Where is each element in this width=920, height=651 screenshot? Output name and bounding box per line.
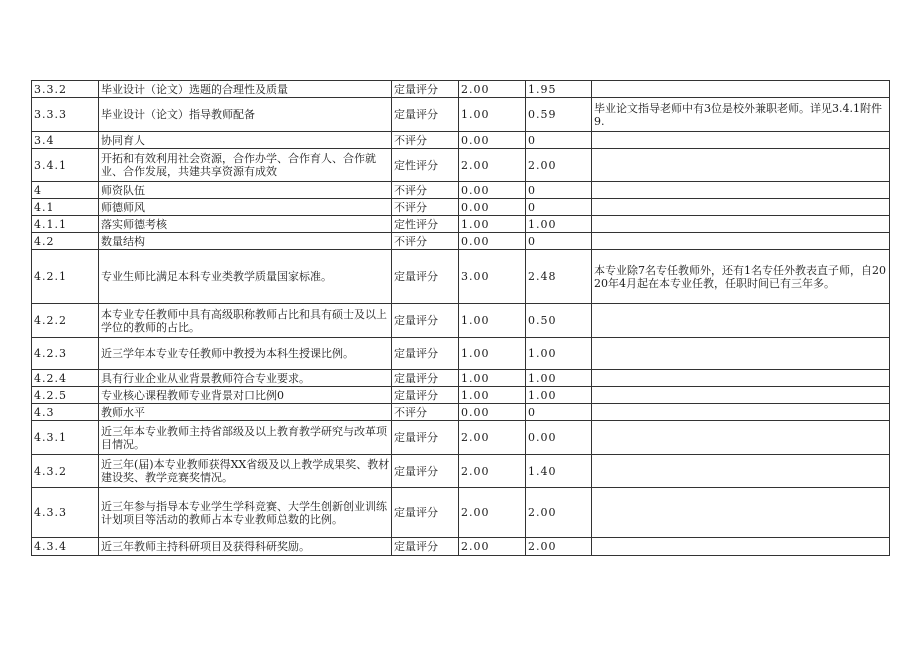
evaluation-type: 不评分 (392, 199, 459, 216)
table-row (32, 338, 890, 370)
full-score: 2.00 (459, 81, 526, 98)
remark (592, 149, 890, 182)
remark: 本专业除7名专任教师外，还有1名专任外教表直子师，自2020年4月起在本专业任教，任职时间已有三年多。 (592, 250, 890, 304)
evaluation-type: 定性评分 (392, 149, 459, 182)
remark (592, 538, 890, 556)
table-row (32, 233, 890, 250)
table-row (32, 98, 890, 132)
table-row (32, 370, 890, 387)
remark (592, 338, 890, 370)
table-row (32, 538, 890, 556)
actual-score: 1.00 (526, 338, 592, 370)
indicator-item: 师德师风 (99, 199, 392, 216)
indicator-item: 本专业专任教师中具有高级职称教师占比和具有硕士及以上学位的教师的占比。 (99, 304, 392, 338)
table-row (32, 149, 890, 182)
indicator-item: 师资队伍 (99, 182, 392, 199)
actual-score: 1.00 (526, 370, 592, 387)
full-score: 1.00 (459, 216, 526, 233)
remark (592, 488, 890, 538)
evaluation-type: 定量评分 (392, 421, 459, 455)
full-score: 1.00 (459, 304, 526, 338)
evaluation-type: 不评分 (392, 132, 459, 149)
indicator-item: 近三年参与指导本专业学生学科竞赛、大学生创新创业训练计划项目等活动的教师占本专业教师总数的比例。 (99, 488, 392, 538)
remark (592, 404, 890, 421)
remark (592, 387, 890, 404)
remark (592, 216, 890, 233)
actual-score: 0 (526, 199, 592, 216)
indicator-code: 3.4.1 (32, 149, 99, 182)
full-score: 1.00 (459, 338, 526, 370)
indicator-item: 教师水平 (99, 404, 392, 421)
full-score: 2.00 (459, 488, 526, 538)
remark (592, 199, 890, 216)
table-row (32, 488, 890, 538)
indicator-code: 4.1 (32, 199, 99, 216)
indicator-item: 近三学年本专业专任教师中教授为本科生授课比例。 (99, 338, 392, 370)
remark (592, 233, 890, 250)
table-row (32, 132, 890, 149)
evaluation-type: 定性评分 (392, 216, 459, 233)
actual-score: 2.48 (526, 250, 592, 304)
full-score: 2.00 (459, 538, 526, 556)
evaluation-type: 定量评分 (392, 370, 459, 387)
evaluation-type: 定量评分 (392, 387, 459, 404)
full-score: 1.00 (459, 98, 526, 132)
remark (592, 182, 890, 199)
full-score: 1.00 (459, 387, 526, 404)
indicator-item: 近三年本专业教师主持省部级及以上教育教学研究与改革项目情况。 (99, 421, 392, 455)
actual-score: 1.40 (526, 455, 592, 488)
indicator-item: 开拓和有效利用社会资源，合作办学、合作育人、合作就业、合作发展，共建共享资源有成效 (99, 149, 392, 182)
actual-score: 2.00 (526, 538, 592, 556)
indicator-code: 4.3.3 (32, 488, 99, 538)
evaluation-table-body (32, 81, 890, 556)
full-score: 0.00 (459, 182, 526, 199)
indicator-code: 3.3.2 (32, 81, 99, 98)
full-score: 1.00 (459, 370, 526, 387)
indicator-item: 数量结构 (99, 233, 392, 250)
full-score: 0.00 (459, 132, 526, 149)
table-row (32, 182, 890, 199)
indicator-item: 近三年(届)本专业教师获得XX省级及以上教学成果奖、教材建设奖、教学竞赛奖情况。 (99, 455, 392, 488)
remark: 毕业论文指导老师中有3位是校外兼职老师。详见3.4.1附件9. (592, 98, 890, 132)
indicator-item: 毕业设计（论文）指导教师配备 (99, 98, 392, 132)
indicator-code: 3.4 (32, 132, 99, 149)
evaluation-type: 定量评分 (392, 81, 459, 98)
indicator-item: 专业核心课程教师专业背景对口比例0 (99, 387, 392, 404)
table-row (32, 404, 890, 421)
remark (592, 421, 890, 455)
indicator-code: 4.3 (32, 404, 99, 421)
indicator-code: 4.2.1 (32, 250, 99, 304)
table-row (32, 387, 890, 404)
indicator-item: 专业生师比满足本科专业类教学质量国家标准。 (99, 250, 392, 304)
evaluation-type: 定量评分 (392, 538, 459, 556)
actual-score: 0.00 (526, 421, 592, 455)
remark (592, 81, 890, 98)
actual-score: 0 (526, 233, 592, 250)
evaluation-type: 定量评分 (392, 250, 459, 304)
table-row (32, 250, 890, 304)
evaluation-type: 不评分 (392, 233, 459, 250)
full-score: 2.00 (459, 149, 526, 182)
full-score: 2.00 (459, 421, 526, 455)
actual-score: 0 (526, 182, 592, 199)
actual-score: 0 (526, 404, 592, 421)
indicator-item: 近三年教师主持科研项目及获得科研奖励。 (99, 538, 392, 556)
indicator-code: 4.2.3 (32, 338, 99, 370)
remark (592, 455, 890, 488)
table-row (32, 455, 890, 488)
indicator-code: 4.1.1 (32, 216, 99, 233)
indicator-code: 4.3.2 (32, 455, 99, 488)
actual-score: 0.50 (526, 304, 592, 338)
full-score: 0.00 (459, 233, 526, 250)
indicator-code: 4.3.4 (32, 538, 99, 556)
indicator-code: 4.3.1 (32, 421, 99, 455)
indicator-code: 4.2.2 (32, 304, 99, 338)
table-row (32, 421, 890, 455)
evaluation-type: 定量评分 (392, 488, 459, 538)
evaluation-type: 定量评分 (392, 338, 459, 370)
table-row (32, 199, 890, 216)
remark (592, 132, 890, 149)
indicator-code: 4.2 (32, 233, 99, 250)
evaluation-type: 定量评分 (392, 304, 459, 338)
actual-score: 2.00 (526, 488, 592, 538)
full-score: 0.00 (459, 404, 526, 421)
actual-score: 2.00 (526, 149, 592, 182)
indicator-code: 4.2.5 (32, 387, 99, 404)
indicator-code: 4 (32, 182, 99, 199)
remark (592, 304, 890, 338)
indicator-item: 毕业设计（论文）选题的合理性及质量 (99, 81, 392, 98)
actual-score: 1.00 (526, 216, 592, 233)
remark (592, 370, 890, 387)
evaluation-type: 不评分 (392, 182, 459, 199)
actual-score: 1.00 (526, 387, 592, 404)
indicator-item: 落实师德考核 (99, 216, 392, 233)
full-score: 2.00 (459, 455, 526, 488)
actual-score: 1.95 (526, 81, 592, 98)
full-score: 3.00 (459, 250, 526, 304)
actual-score: 0.59 (526, 98, 592, 132)
evaluation-type: 定量评分 (392, 98, 459, 132)
evaluation-type: 定量评分 (392, 455, 459, 488)
table-row (32, 81, 890, 98)
actual-score: 0 (526, 132, 592, 149)
table-row (32, 304, 890, 338)
table-row (32, 216, 890, 233)
indicator-code: 3.3.3 (32, 98, 99, 132)
evaluation-type: 不评分 (392, 404, 459, 421)
full-score: 0.00 (459, 199, 526, 216)
indicator-code: 4.2.4 (32, 370, 99, 387)
evaluation-table (31, 80, 890, 556)
indicator-item: 协同育人 (99, 132, 392, 149)
indicator-item: 具有行业企业从业背景教师符合专业要求。 (99, 370, 392, 387)
